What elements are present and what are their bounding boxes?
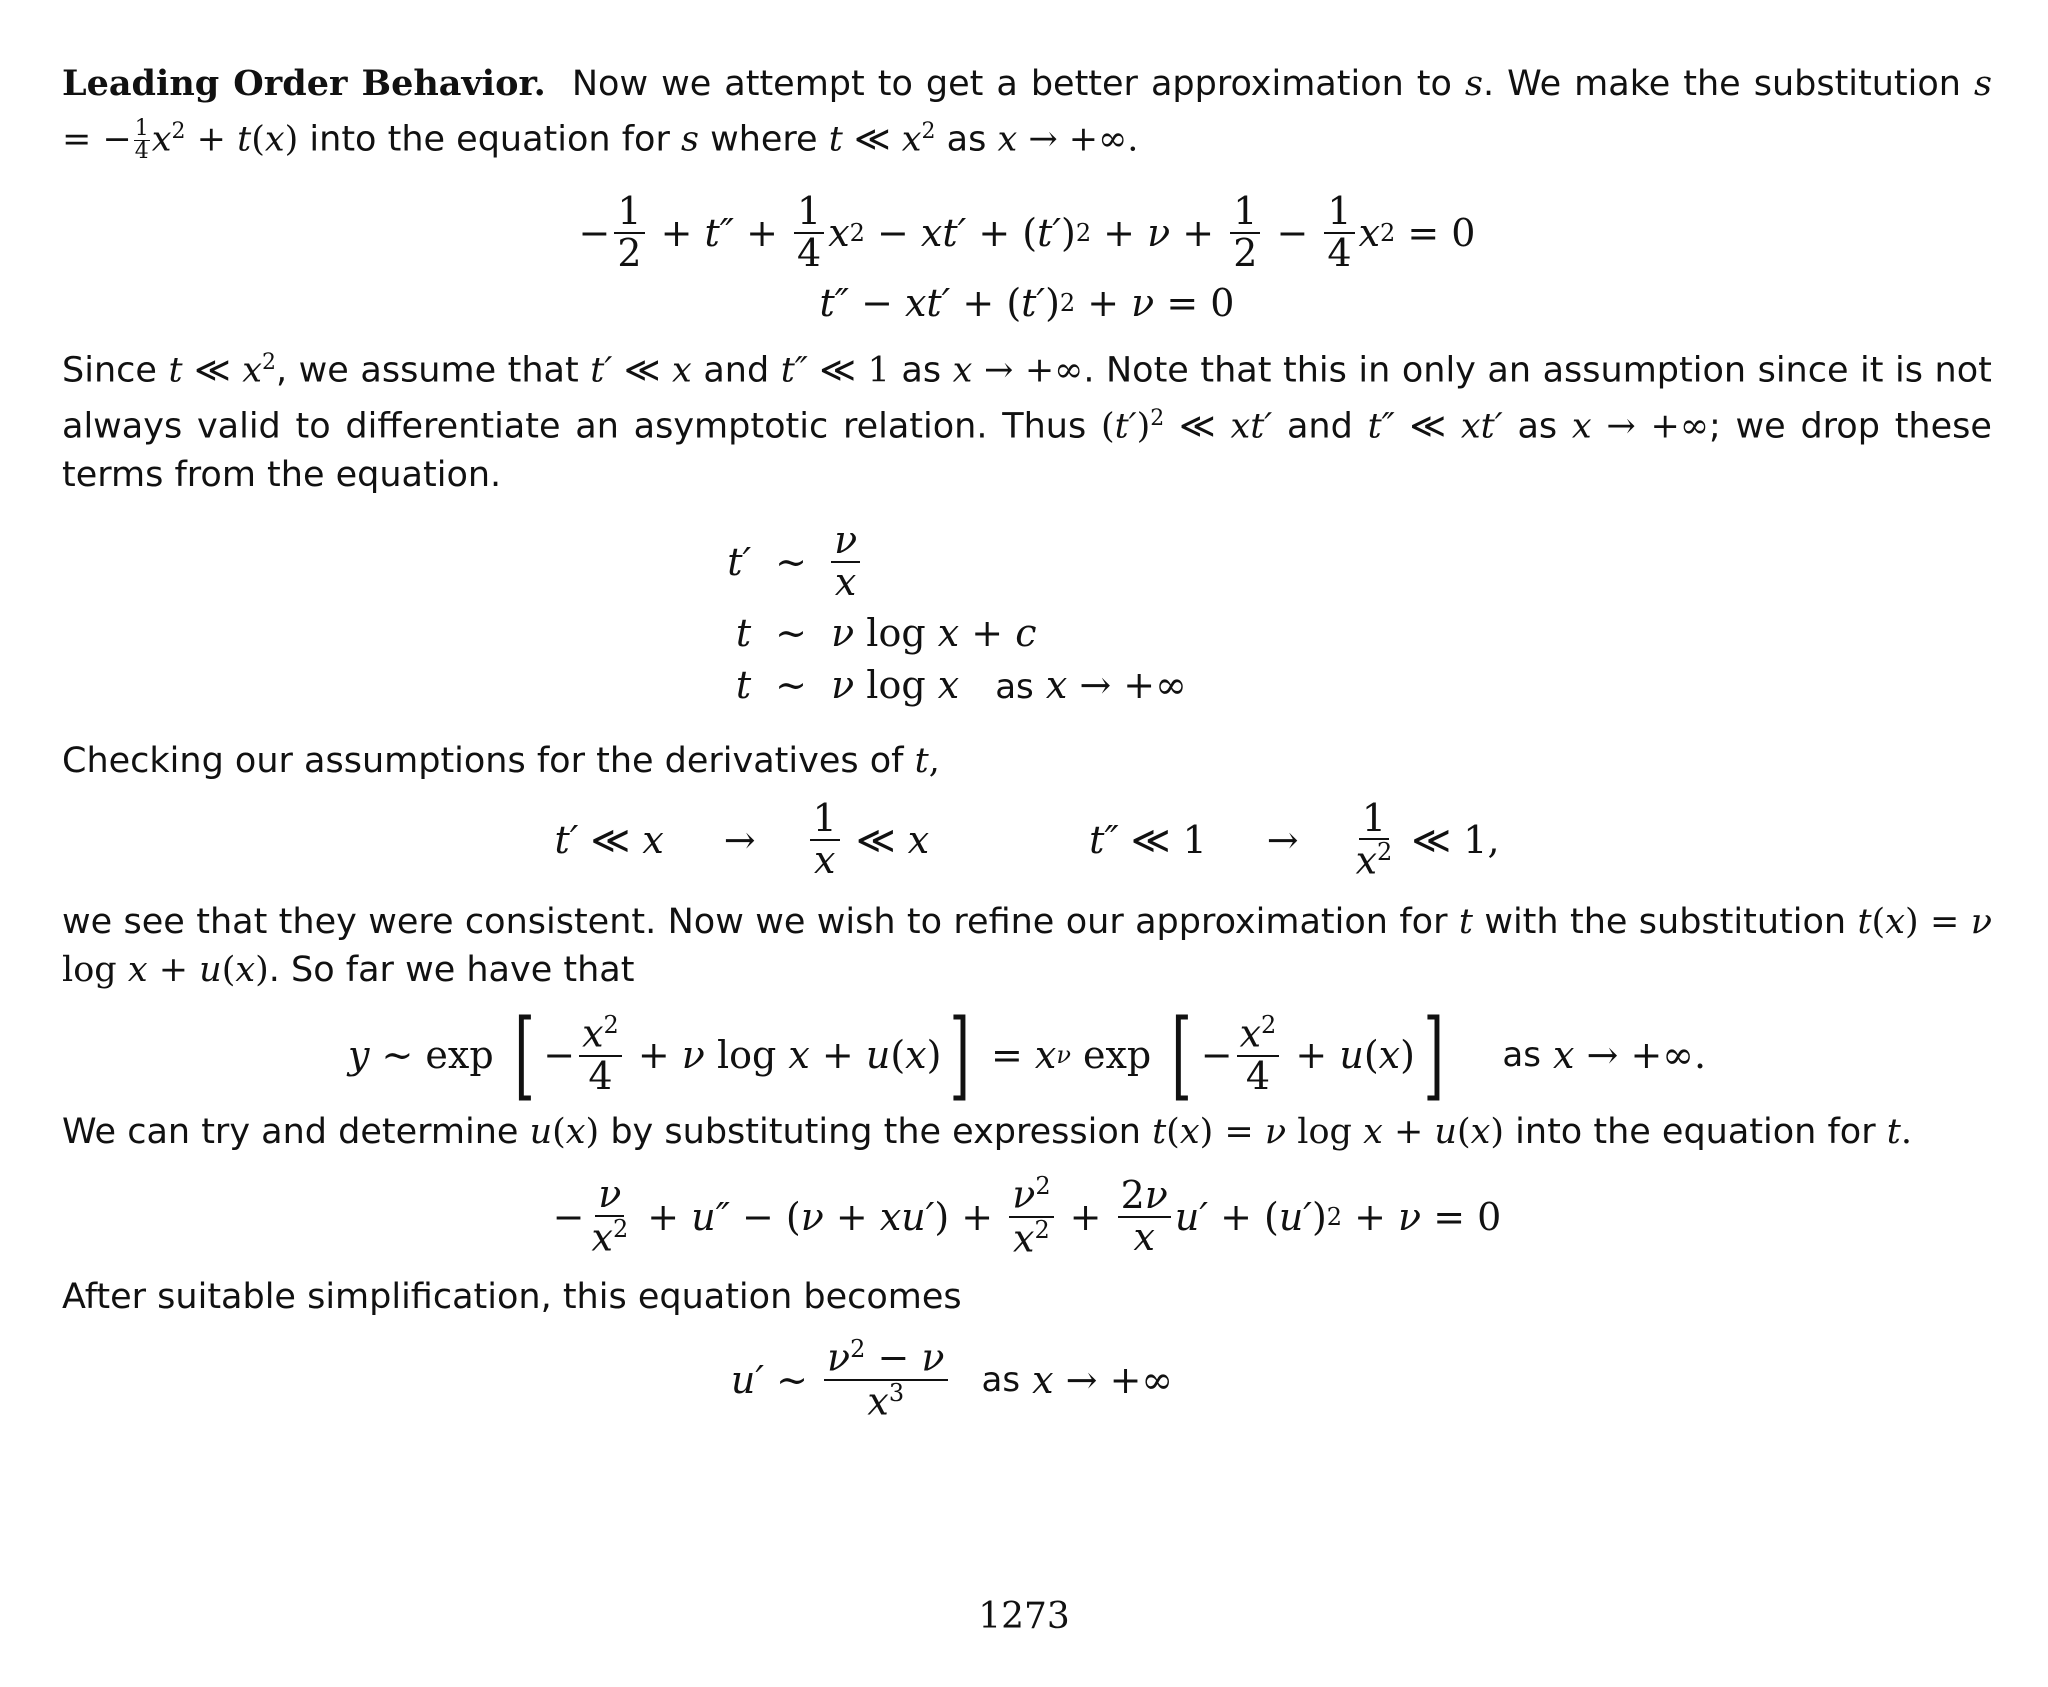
equation-u-prime: u′ ∼ $\frac{\nu^2 - \nu}{x^3}$ as x → +∞ [730, 1335, 1174, 1424]
paragraph-leading-order: Leading Order Behavior. Now we attempt to get a better approximation to s. We make the substitution s = − $\frac{1}{4}$ $x^2 + t(x)$ into the equation for s where t ≪ $x^2$ as x → +∞. [62, 63, 1992, 165]
paragraph-refine: we see that they were consistent. Now we wish to refine our approximation for t with the substitution t(x) = ν log x + u(x). So far we have that [62, 901, 1992, 990]
paragraph-simplification: After suitable simplification, this equation becomes [62, 1277, 962, 1318]
equation-y: y ∼ exp [ − $\frac{x^2}{4}$ + ν log x + u ( x ) ] = x ν exp [ − $\frac{x^2}{4}$ + u ( x ) ] as x → +∞. [347, 998, 1707, 1111]
equation-simplified: t″ − xt′ + ( t′ ) 2 + ν = 0 [819, 281, 1235, 326]
equation-checks: t′ ≪ x → $\frac{1}{x}$ ≪ x t″ ≪ 1 → $\frac{1}{x^2}$ ≪ 1, [554, 795, 1500, 884]
equation-u-substituted: − $\frac{\nu}{x^2}$ + u″ − ( ν + xu′ ) + $\frac{\nu^2}{x^2}$ + $\frac{2\nu}{x}$ u′ + ( u′ ) 2 + ν = 0 [552, 1172, 1502, 1261]
section-heading: Leading Order Behavior. [62, 63, 546, 104]
equation-array-t: t′ ∼ $\frac{\nu}{x}$ t ∼ ν log x + c t ∼ ν log x as x → +∞ [727, 517, 1187, 707]
equation-substituted: − $\frac{1}{2}$ + t″ + $\frac{1}{4}$ x 2 − xt′ + ( t′ ) 2 + ν + $\frac{1}{2}$ − $\frac{1}{4}$ x 2 = 0 [578, 188, 1476, 275]
paragraph-determine-u: We can try and determine u(x) by substituting the expression t(x) = ν log x + u(x) into the equation for t. [62, 1112, 1912, 1153]
paragraph-assumptions: Since t ≪ $x^2$, we assume that t′ ≪ x and t″ ≪ 1 as x → +∞. Note that this in only an assumption since it is not always valid to differentiate an asymptotic relation. Thus $(t')^2$ ≪ xt′ and t″ ≪ xt′ as x → +∞; we drop these terms from the equation. [62, 350, 1992, 495]
paragraph-checking: Checking our assumptions for the derivatives of t, [62, 740, 940, 781]
page-number: 1273 [978, 1596, 1070, 1637]
page-content [62, 60, 1992, 1423]
